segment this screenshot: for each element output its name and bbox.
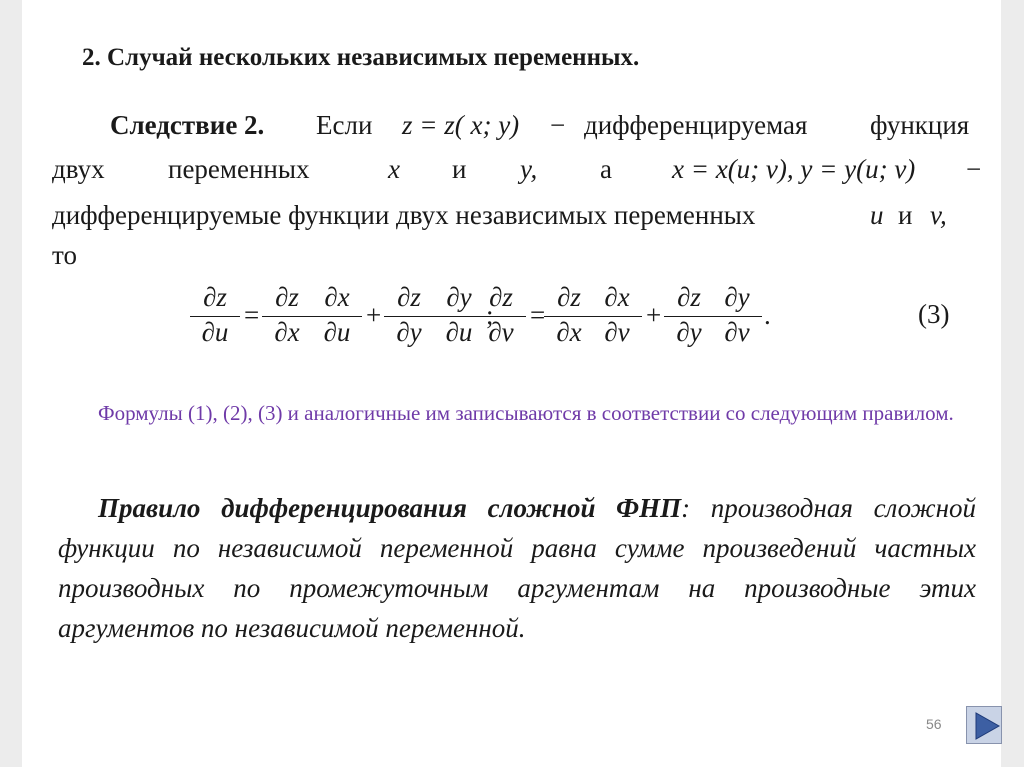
corollary-word: то — [52, 240, 77, 270]
numerator: ∂z — [203, 282, 227, 312]
fraction — [544, 282, 594, 351]
fraction — [262, 282, 312, 351]
denominator: ∂u — [201, 317, 229, 347]
note-paragraph: Формулы (1), (2), (3) и аналогичные им записываются в соответствии со следующим правилом. — [98, 401, 954, 425]
fraction — [592, 282, 642, 351]
corollary-word: и — [452, 154, 467, 184]
semicolon: ; — [486, 300, 494, 330]
corollary-word: Если — [316, 110, 373, 140]
numerator: ∂z — [557, 282, 581, 312]
period: . — [764, 300, 771, 330]
math-variable: u — [870, 200, 884, 230]
math-variable: x — [388, 154, 400, 184]
corollary-word: дифференцируемые функции двух независимых переменных — [52, 200, 756, 230]
numerator: ∂y — [724, 282, 750, 312]
corollary-word: дифференцируемая — [584, 110, 808, 140]
fraction — [476, 282, 526, 351]
fraction — [712, 282, 762, 351]
denominator: ∂x — [274, 317, 300, 347]
rule-paragraph — [58, 488, 976, 648]
math-expression: x = x(u; v), y = y(u; v) — [672, 154, 916, 184]
corollary-word: и — [898, 200, 913, 230]
math-expression: z = z( x; y) — [402, 110, 520, 140]
plus-sign: + — [646, 300, 662, 330]
numerator: ∂z — [677, 282, 701, 312]
plus-sign: + — [366, 300, 382, 330]
denominator: ∂u — [445, 317, 473, 347]
fraction — [190, 282, 240, 351]
corollary-line-2 — [52, 154, 986, 192]
corollary-word: переменных — [168, 154, 310, 184]
corollary-word: а — [600, 154, 612, 184]
denominator: ∂x — [556, 317, 582, 347]
numerator: ∂z — [397, 282, 421, 312]
equals-sign: = — [244, 300, 260, 330]
rule-colon: : — [681, 493, 691, 523]
fraction — [384, 282, 434, 351]
equation-number: (3) — [918, 299, 950, 329]
page-number: 56 — [926, 716, 942, 732]
dash: − — [550, 110, 566, 140]
numerator: ∂y — [446, 282, 472, 312]
numerator: ∂z — [489, 282, 513, 312]
equals-sign: = — [530, 300, 546, 330]
denominator: ∂y — [396, 317, 422, 347]
math-variable: v, — [930, 200, 947, 230]
denominator: ∂v — [604, 317, 630, 347]
right-margin-strip — [1001, 0, 1024, 767]
denominator: ∂y — [676, 317, 702, 347]
play-triangle-icon — [967, 707, 1003, 745]
corollary-word: двух — [52, 154, 105, 184]
chain-rule-formula — [180, 282, 780, 356]
fraction — [664, 282, 714, 351]
rule-title: Правило дифференцирования сложной ФНП — [98, 493, 682, 523]
numerator: ∂z — [275, 282, 299, 312]
slide-heading: 2. Случай нескольких независимых переменных. — [82, 44, 640, 71]
corollary-word: функция — [870, 110, 970, 140]
numerator: ∂x — [604, 282, 630, 312]
dash: − — [966, 154, 982, 184]
left-margin-strip — [0, 0, 22, 767]
corollary-label: Следствие 2. — [110, 110, 265, 140]
corollary-line-1 — [52, 110, 986, 148]
rule-text: производная сложной функции по независимой переменной равна сумме произведений частных производных по промежуточным аргументам на производные этих аргументов по независимой переменной. — [58, 493, 976, 643]
math-variable: y, — [520, 154, 538, 184]
denominator: ∂v — [724, 317, 750, 347]
denominator: ∂v — [488, 317, 514, 347]
denominator: ∂u — [323, 317, 351, 347]
corollary-line-4 — [52, 240, 986, 278]
next-slide-button[interactable] — [966, 706, 1002, 744]
fraction — [312, 282, 362, 351]
numerator: ∂x — [324, 282, 350, 312]
corollary-line-3 — [52, 200, 986, 238]
